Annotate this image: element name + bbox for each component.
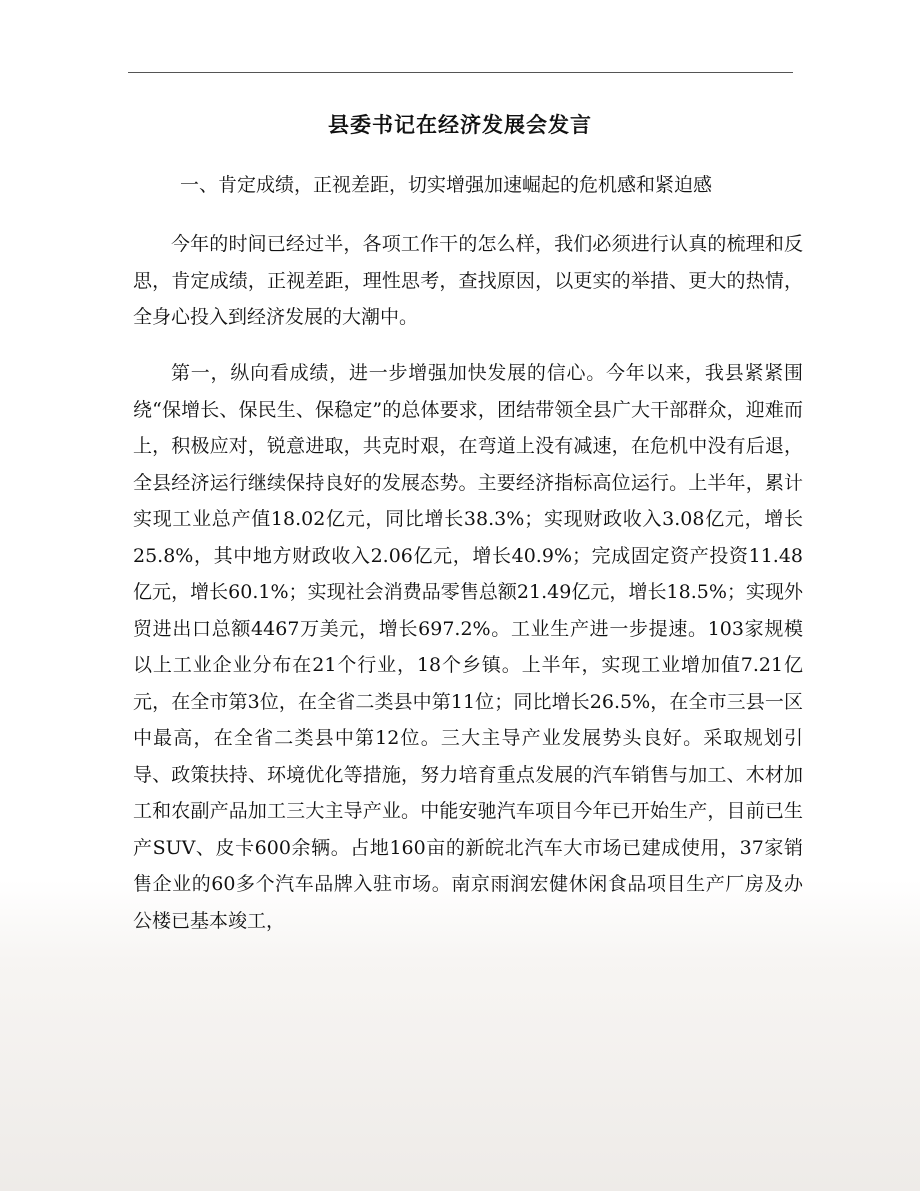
body-paragraph-1: 今年的时间已经过半，各项工作干的怎么样，我们必须进行认真的梳理和反思，肯定成绩，正视差距，理性思考，查找原因，以更实的举措、更大的热情，全身心投入到经济发展的大潮中。 bbox=[133, 233, 803, 328]
body-paragraph-2: 第一，纵向看成绩，进一步增强加快发展的信心。今年以来，我县紧紧围绕“保增长、保民生、保稳定”的总体要求，团结带领全县广大干部群众，迎难而上，积极应对，锐意进取，共克时艰，在弯道上没有减速，在危机中没有后退，全县经济运行继续保持良好的发展态势。主要经济指标高位运行。上半年，累计实现工业总产值18.02亿元，同比增长38.3%；实现财政收入3.08亿元，增长25.8%，其中地方财政收入2.06亿元，增长40.9%；完成固定资产投资11.48亿元，增长60.1%；实现社会消费品零售总额21.49亿元，增长18.5%；实现外贸进出口总额4467万美元，增长697.2%。工业生产进一步提速。103家规模以上工业企业分布在21个行业，18个乡镇。上半年，实现工业增加值7.21亿元，在全市第3位，在全省二类县中第11位；同比增长26.5%，在全市三县一区中最高，在全省二类县中第12位。三大主导产业发展势头良好。采取规划引导、政策扶持、环境优化等措施，努力培育重点发展的汽车销售与加工、木材加工和农副产品加工三大主导产业。中能安驰汽车项目今年已开始生产，目前已生产SUV、皮卡600余辆。占地160亩的新皖北汽车大市场已建成使用，37家销售企业的60多个汽车品牌入驻市场。南京雨润宏健休闲食品项目生产厂房及办公楼已基本竣工， bbox=[133, 362, 803, 932]
header-rule bbox=[128, 72, 793, 73]
section-heading: 一、肯定成绩，正视差距，切实增强加速崛起的危机感和紧迫感 bbox=[180, 174, 713, 196]
document-title: 县委书记在经济发展会发言 bbox=[328, 112, 592, 137]
